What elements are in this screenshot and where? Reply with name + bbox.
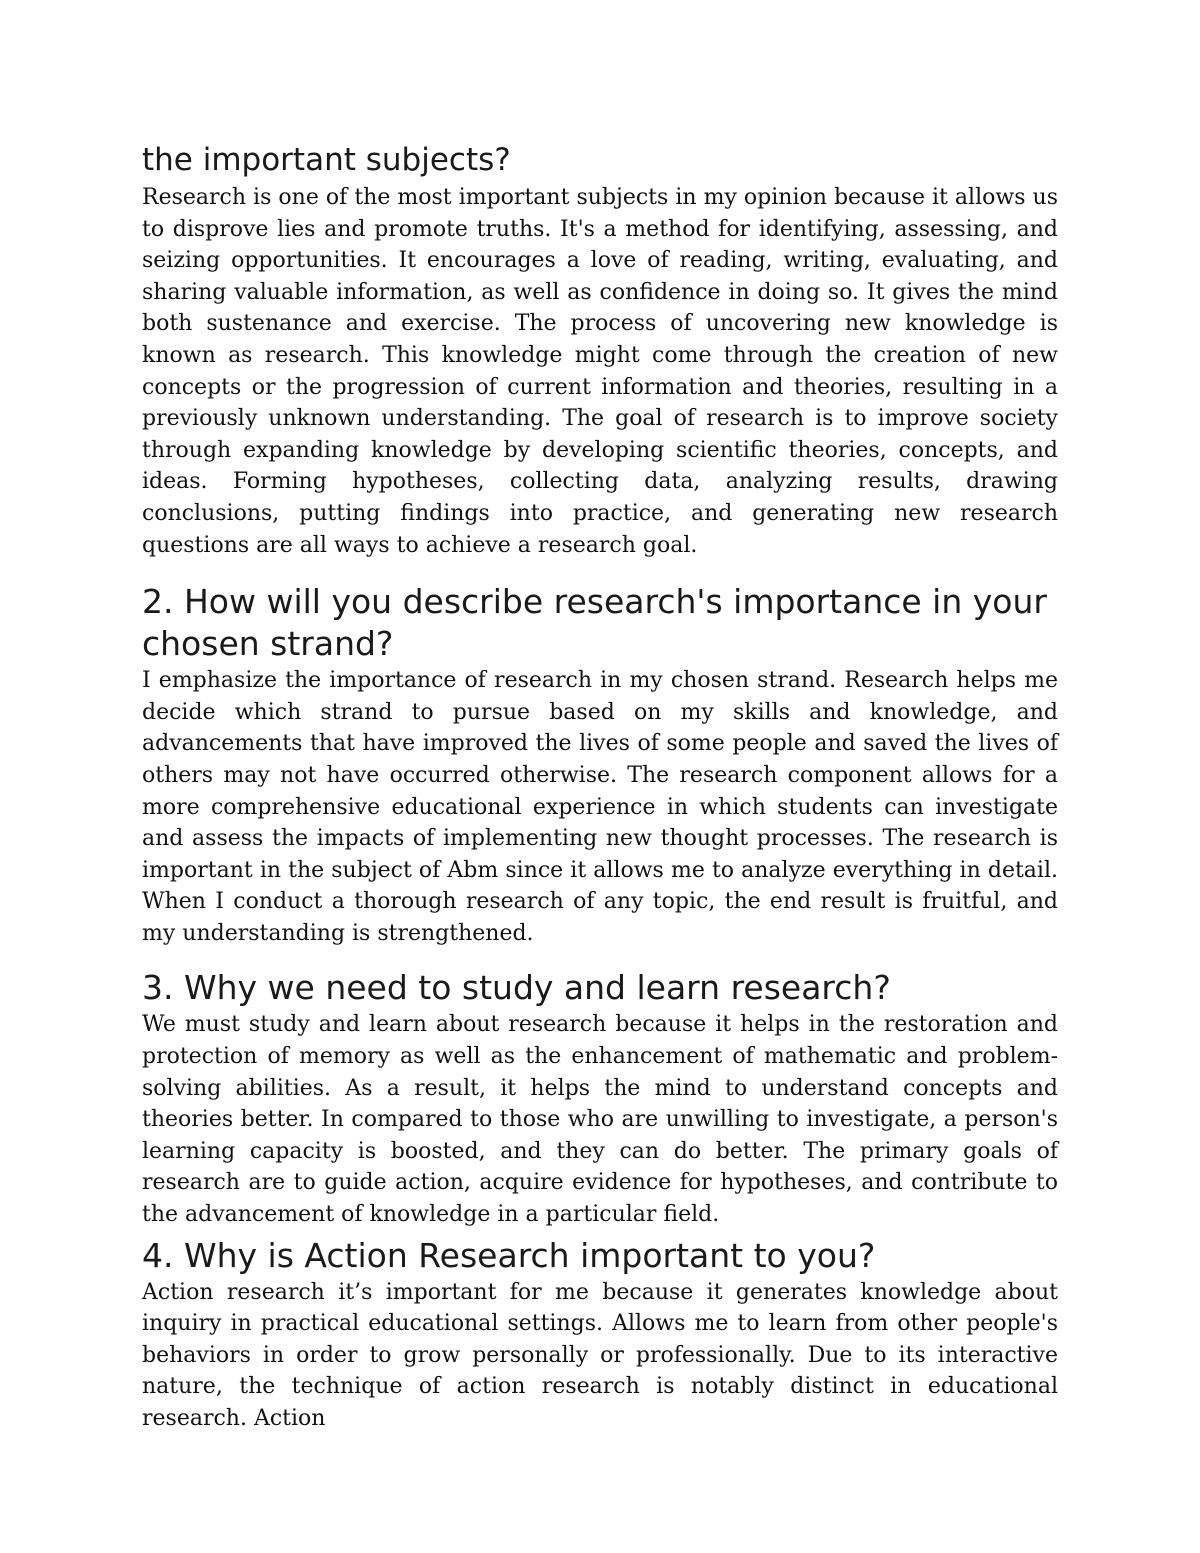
section-1-body: Research is one of the most important subjects in my opinion because it allows us to disprove lies and promote truths. It's a method for identifying, assessing, and seizing opportunities. It encourages a love of reading, writing, evaluating, and sharing valuable information, as well as confidence in doing so. It gives the mind both sustenance and exercise. The process of uncovering new knowledge is known as research. This knowledge might come through the creation of new concepts or the progression of current information and theories, resulting in a previously unknown understanding. The goal of research is to improve society through expanding knowledge by developing scientific theories, concepts, and ideas. Forming hypotheses, collecting data, analyzing results, drawing conclusions, putting findings into practice, and generating new research questions are all ways to achieve a research goal. xyxy=(142,185,1058,558)
section-2-heading: 2. How will you describe research's importance in your chosen strand? xyxy=(142,582,1047,664)
document-page xyxy=(142,138,1058,1435)
section-3-heading: 3. Why we need to study and learn research? xyxy=(142,968,891,1008)
section-4-heading: 4. Why is Action Research important to you? xyxy=(142,1235,876,1275)
section-3-body: We must study and learn about research because it helps in the restoration and protection of memory as well as the enhancement of mathematic and problem-solving abilities. As a result, it helps the mind to understand concepts and theories better. In compared to those who are unwilling to investigate, a person's learning capacity is boosted, and they can do better. The primary goals of research are to guide action, acquire evidence for hypotheses, and contribute to the advancement of knowledge in a particular field. xyxy=(142,1012,1058,1228)
spacer xyxy=(142,949,1058,967)
section-4-body: Action research it’s important for me because it generates knowledge about inquiry in practical educational settings. Allows me to learn from other people's behaviors in order to grow personally or professionally. Due to its interactive nature, the technique of action research is notably distinct in educational research. Action xyxy=(142,1279,1058,1431)
section-1-heading: the important subjects? xyxy=(142,142,511,178)
spacer xyxy=(142,561,1058,581)
section-2-body: I emphasize the importance of research in my chosen strand. Research helps me decide which strand to pursue based on my skills and knowledge, and advancements that have improved the lives of some people and saved the lives of others may not have occurred otherwise. The research component allows for a more comprehensive educational experience in which students can investigate and assess the impacts of implementing new thought processes. The research is important in the subject of Abm since it allows me to analyze everything in detail. When I conduct a thorough research of any topic, the end result is fruitful, and my understanding is strengthened. xyxy=(142,668,1058,946)
